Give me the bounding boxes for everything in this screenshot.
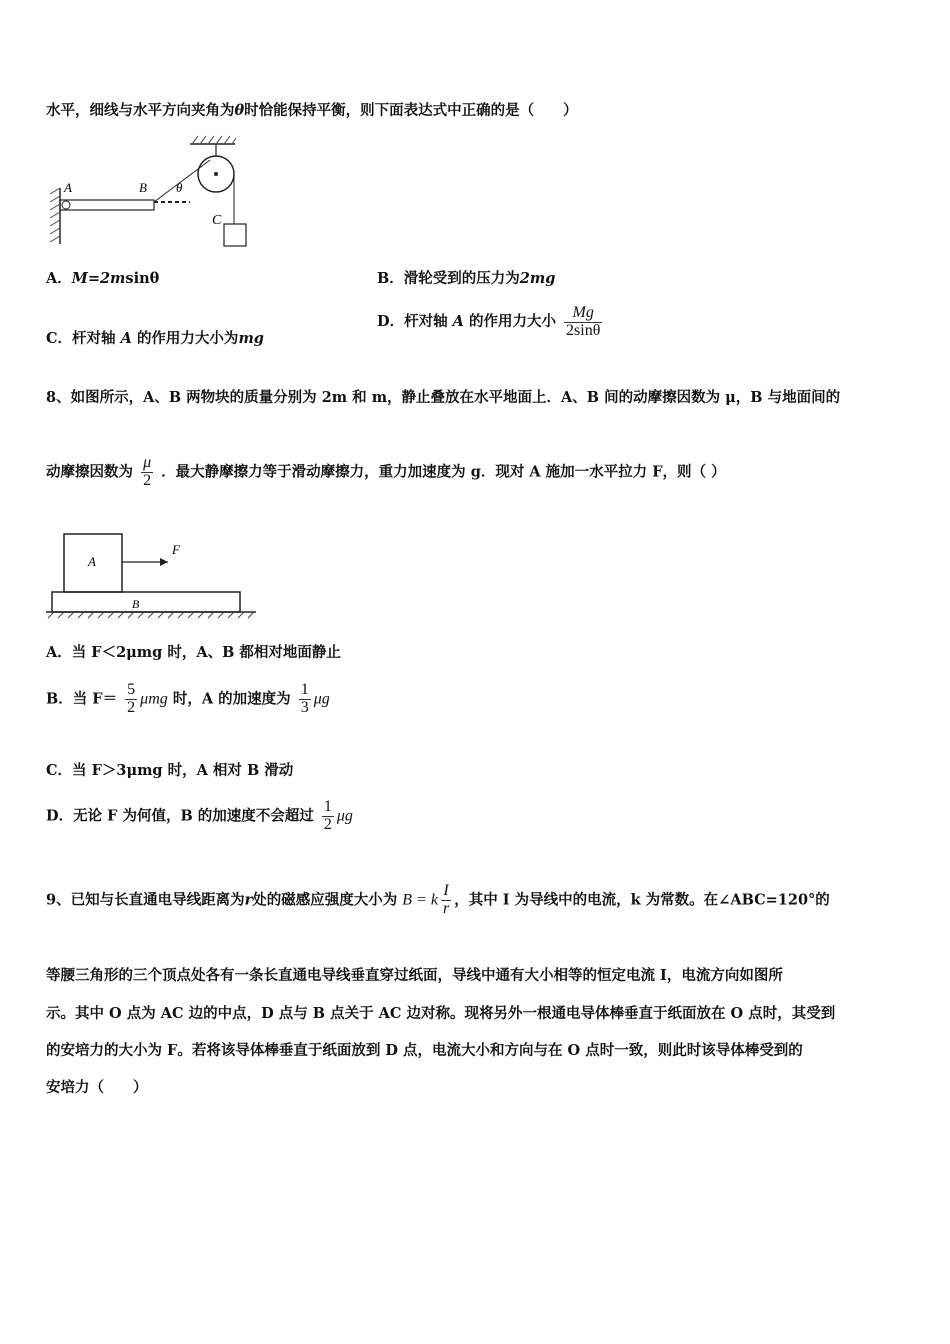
q7-option-a-expr: M=2m [71,270,126,287]
q9-formula-left: B = k [402,891,438,909]
q8-option-a: A．当 F＜2μmg 时，A、B 都相对地面静止 [46,644,341,661]
q8-option-b-a-num: 1 [300,681,309,698]
q7-option-c [46,329,264,349]
q8-option-d-num: 1 [323,798,332,815]
q7-option-b-prefix: B．滑轮受到的压力为 [377,270,520,287]
q7-option-d-fraction [564,305,602,340]
q7-stem [46,101,578,121]
q9-formula-num: I [443,882,449,899]
q7-figure [40,132,260,252]
q7-option-d-mid: 的作用力大小 [468,313,556,331]
q7-option-c-expr: mg [238,330,264,347]
q8-block-b [52,592,240,612]
q7-stem-text: 水平，细线与水平方向夹角为 [46,102,235,119]
q8-option-b [46,682,330,717]
q8-label-b: B [132,597,140,611]
q7-label-theta: θ [176,180,183,195]
q8-label-a: A [88,554,96,569]
q7-option-d-prefix: D．杆对轴 [377,313,448,331]
q8-option-d-tail: μg [336,807,353,825]
q7-option-a-prefix: A． [46,270,72,287]
q7-wall-hatch [50,188,60,242]
q8-option-d-den: 2 [323,815,332,833]
q8-stem-line2 [46,455,726,490]
q8-option-b-f-den: 2 [127,698,136,716]
q8-ground-hatch [48,612,254,618]
q7-hinge [62,201,70,209]
q8-stem-line1: 8、如图所示，A、B 两物块的质量分别为 2m 和 m，静止叠放在水平地面上．A、B 间的动摩擦因数为 μ，B 与地面间的 [46,389,841,406]
q7-rod [60,200,154,210]
q8-option-b-a-tail: μg [313,690,330,708]
q8-mu-num: μ [143,454,152,471]
q8-label-f: F [172,542,180,557]
q9-line1-post: ，其中 I 为导线中的电流，k 为常数。在∠ABC=120°的 [454,891,830,909]
q7-option-d-den: 2sinθ [566,321,601,339]
q8-option-b-accel-fraction [299,682,311,717]
q8-option-d-prefix: D．无论 F 为何值，B 的加速度不会超过 [46,807,314,825]
q9-formula-den: r [442,899,450,917]
q8-option-b-f-num: 5 [127,681,136,698]
q8-figure [44,528,264,620]
q8-option-c: C．当 F＞3μmg 时，A 相对 B 滑动 [46,762,294,779]
q7-theta: θ [234,102,245,119]
q9-r: r [244,891,253,909]
q8-mu-fraction [141,455,153,490]
q8-mu-den: 2 [141,472,153,490]
q7-option-d [377,305,605,340]
q8-option-b-f-tail: μmg [140,690,168,708]
q7-option-d-num: Mg [572,304,594,321]
q7-ceiling-hatch [192,136,236,144]
q8-stem-line2-pre: 动摩擦因数为 [46,463,133,481]
q8-option-b-prefix: B．当 F＝ [46,690,118,708]
q7-label-c: C [212,213,222,228]
q8-stem-line2-post: ．最大静摩擦力等于滑动摩擦力，重力加速度为 g．现对 A 施加一水平拉力 F，则（ ） [161,463,726,481]
q7-label-b: B [139,180,147,195]
q7-option-b-expr: 2mg [519,270,556,287]
q7-pulley-axle [214,172,218,176]
q9-line1-pre: 9、已知与长直通电导线距离为 [46,891,245,909]
q9-formula-fraction [441,883,451,918]
q8-option-d-fraction [322,799,334,834]
q8-option-d [46,799,353,834]
q7-label-a: A [64,180,72,195]
q7-option-b [377,269,555,289]
q9-line3: 示。其中 O 点为 AC 边的中点，D 点与 B 点关于 AC 边对称。现将另外一根通电导体棒垂直于纸面放在 O 点时，其受到 [46,1005,836,1022]
q7-option-c-prefix: C．杆对轴 [46,330,116,347]
q9-line5: 安培力（ ） [46,1079,148,1096]
q7-option-a-tail: sinθ [125,270,160,287]
q7-option-c-a: A [120,330,132,347]
q9-line1 [46,883,830,918]
q8-option-b-a-den: 3 [300,698,309,716]
q7-weight [224,224,246,246]
q7-option-c-mid: 的作用力大小为 [136,330,239,347]
q9-line4: 的安培力的大小为 F。若将该导体棒垂直于纸面放到 D 点，电流大小和方向与在 O 点时一致，则此时该导体棒受到的 [46,1042,803,1059]
q8-force-arrow-head [160,558,168,566]
q7-stem-rest: 时恰能保持平衡，则下面表达式中正确的是（ ） [244,102,578,119]
q9-line1-mid: 处的磁感应强度大小为 [252,891,398,909]
q8-option-b-force-fraction [125,682,137,717]
q8-option-b-mid: 时，A 的加速度为 [172,690,291,708]
q9-line2: 等腰三角形的三个顶点处各有一条长直通电导线垂直穿过纸面，导线中通有大小相等的恒定电流 I，电流方向如图所 [46,967,783,984]
q7-option-d-a: A [452,313,464,331]
q7-option-a [46,269,159,289]
